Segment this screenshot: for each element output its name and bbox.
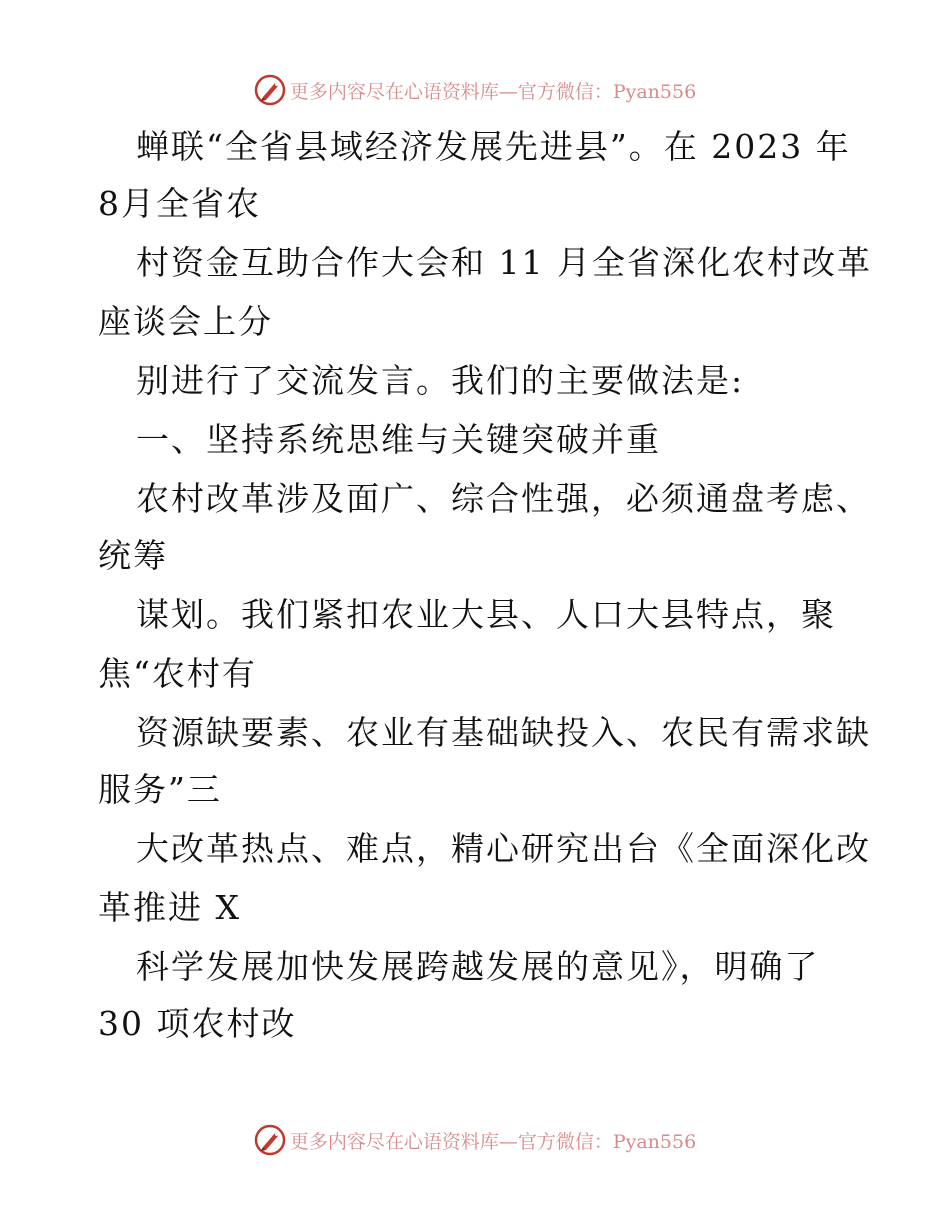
body-line: 谋划。我们紧扣农业大县、人口大县特点，聚 (136, 595, 836, 634)
section-heading: 一、坚持系统思维与关键突破并重 (136, 420, 661, 459)
body-line: 资源缺要素、农业有基础缺投入、农民有需求缺 (136, 713, 871, 752)
body-line: 别进行了交流发言。我们的主要做法是: (136, 361, 745, 400)
watermark-text: 更多内容尽在心语资料库—官方微信：Pyan556 (289, 1130, 697, 1153)
body-line: 农村改革涉及面广、综合性强，必须通盘考虑、 (136, 479, 871, 518)
body-line: 焦“农村有 (98, 654, 257, 693)
body-line: 革推进 X (98, 888, 241, 927)
pen-seal-logo-icon (254, 74, 286, 106)
body-line: 大改革热点、难点，精心研究出台《全面深化改 (136, 829, 871, 868)
body-line: 蝉联“全省县域经济发展先进县”。在 2023 年 (136, 127, 851, 166)
body-line: 30 项农村改 (98, 1004, 297, 1043)
body-line: 村资金互助合作大会和 11 月全省深化农村改革 (136, 243, 872, 282)
pen-seal-logo-icon (254, 1124, 286, 1156)
watermark-banner-top (0, 70, 950, 110)
body-line: 8月全省农 (98, 184, 261, 223)
body-line: 座谈会上分 (98, 302, 273, 341)
body-line: 服务”三 (98, 770, 222, 809)
watermark-text: 更多内容尽在心语资料库—官方微信：Pyan556 (289, 80, 697, 103)
body-line: 统筹 (98, 536, 168, 575)
body-line: 科学发展加快发展跨越发展的意见》，明确了 (136, 947, 820, 986)
watermark-banner-bottom (0, 1120, 950, 1160)
